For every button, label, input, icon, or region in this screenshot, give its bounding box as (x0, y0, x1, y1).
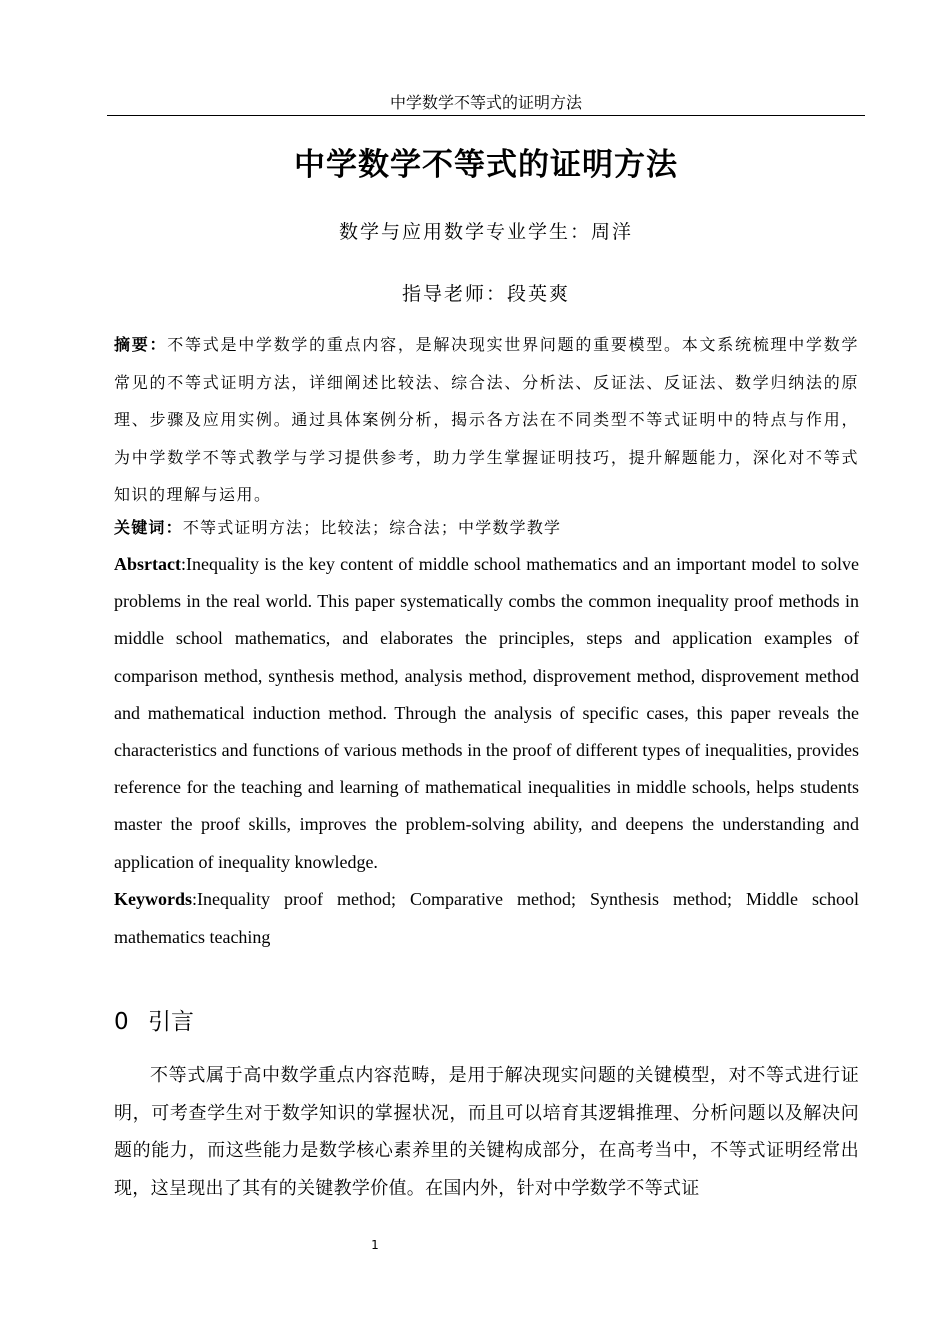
section-number: 0 (114, 1009, 129, 1035)
abstract-cn-label: 摘要： (114, 335, 168, 354)
document-title: 中学数学不等式的证明方法 (294, 147, 678, 183)
page-number: 1 (371, 1238, 379, 1252)
keywords-chinese (114, 513, 859, 543)
abstract-english (114, 546, 859, 881)
keywords-en-label: Keywords (114, 889, 192, 909)
header-rule (107, 115, 865, 116)
abstract-cn-text: 不等式是中学数学的重点内容，是解决现实世界问题的重要模型。本文系统梳理中学数学常见的不等式证明方法，详细阐述比较法、综合法、分析法、反证法、反证法、数学归纳法的原理、步骤及应用实例。通过具体案例分析，揭示各方法在不同类型不等式证明中的特点与作用，为中学数学不等式教学与学习提供参考，助力学生掌握证明技巧，提升解题能力，深化对不等式知识的理解与运用。 (114, 335, 859, 504)
running-header: 中学数学不等式的证明方法 (389, 93, 582, 112)
author-line: 数学与应用数学专业学生：周洋 (338, 221, 633, 243)
abstract-en-text: :Inequality is the key content of middle school mathematics and an important model to solve problems in the real world. This paper systematically combs the common inequality proof methods in middle school mathematics, and elaborates the principles, steps and application examples of comparison method, synthesis method, analysis method, disprovement method, disprovement method and mathematical induction method. Through the analysis of specific cases, this paper reveals the characteristics and functions of various methods in the proof of different types of inequalities, provides reference for the teaching and learning of mathematical inequalities in middle schools, helps students master the proof skills, improves the problem-solving ability, and deepens the understanding and application of inequality knowledge. (114, 554, 859, 872)
keywords-cn-label: 关键词： (114, 518, 183, 537)
section-heading (114, 1002, 859, 1042)
body-paragraph: 不等式属于高中数学重点内容范畴，是用于解决现实问题的关键模型，对不等式进行证明，可考查学生对于数学知识的掌握状况，而且可以培育其逻辑推理、分析问题以及解决问题的能力，而这些能力是数学核心素养里的关键构成部分，在高考当中，不等式证明经常出现，这呈现出了其有的关键教学价值。在国内外，针对中学数学不等式证 (114, 1065, 859, 1199)
abstract-chinese (114, 326, 859, 514)
keywords-en-text: :Inequality proof method; Comparative method; Synthesis method; Middle school mathematics teaching (114, 889, 859, 947)
section-title: 引言 (148, 1009, 194, 1035)
advisor-line: 指导老师：段英爽 (401, 283, 570, 305)
keywords-cn-text: 不等式证明方法；比较法；综合法；中学数学教学 (182, 518, 562, 537)
keywords-english (114, 881, 859, 956)
abstract-en-label: Absrtact (114, 554, 181, 574)
